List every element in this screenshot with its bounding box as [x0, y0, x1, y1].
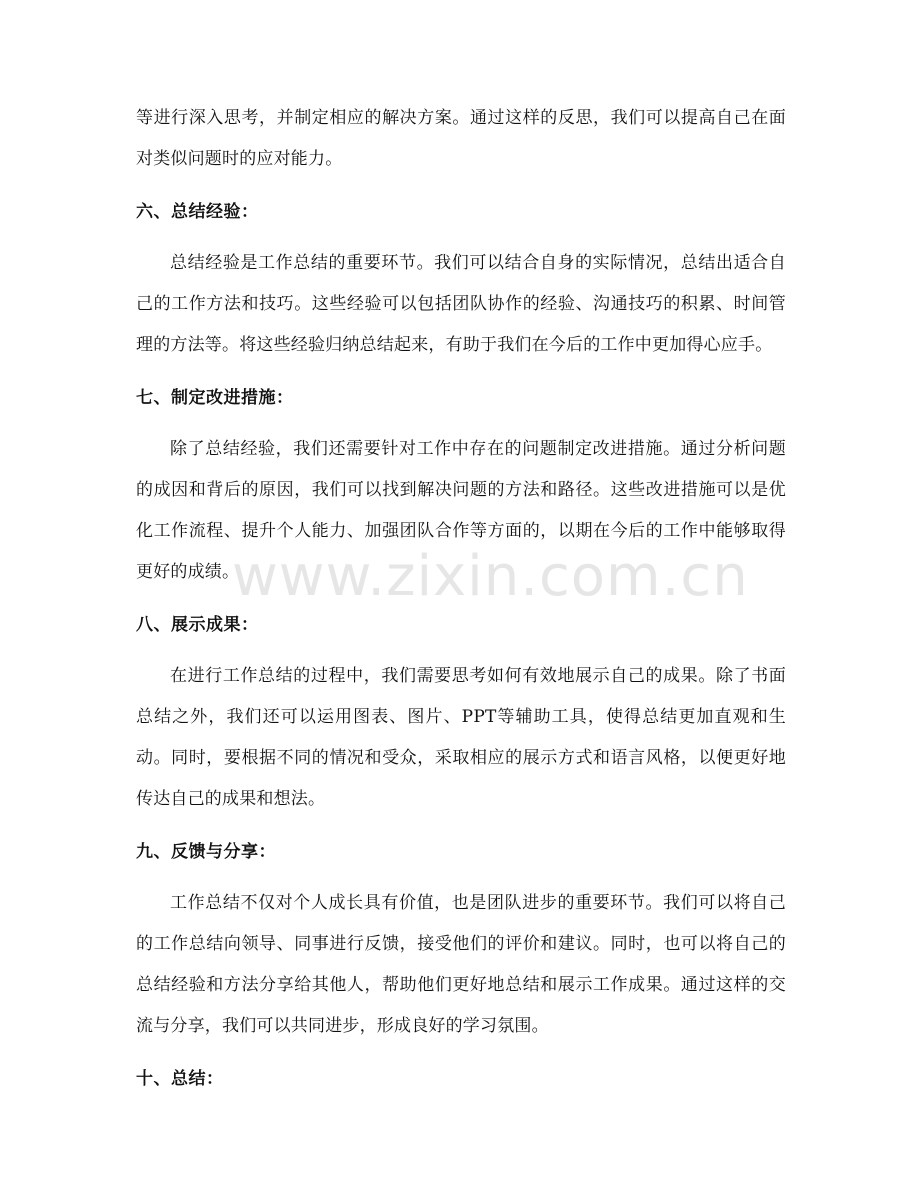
section-paragraph-9: 工作总结不仅对个人成长具有价值，也是团队进步的重要环节。我们可以将自己的工作总结向领导、同事进行反馈，接受他们的评价和建议。同时，也可以将自己的总结经验和方法分享给其他人，帮助他们更好地总结和展示工作成果。通过这样的交流与分享，我们可以共同进步，形成良好的学习氛围。: [136, 893, 786, 1036]
section-paragraph-6: 总结经验是工作总结的重要环节。我们可以结合自身的实际情况，总结出适合自己的工作方法和技巧。这些经验可以包括团队协作的经验、沟通技巧的积累、时间管理的方法等。将这些经验归纳总结起来，有助于我们在今后的工作中更加得心应手。: [136, 253, 786, 355]
section-heading-9: 九、反馈与分享：: [136, 842, 276, 862]
section-heading-8: 八、展示成果：: [136, 615, 259, 635]
section-heading-7: 七、制定改进措施：: [136, 388, 294, 408]
section-heading-6: 六、总结经验：: [136, 202, 259, 222]
intro-paragraph: 等进行深入思考，并制定相应的解决方案。通过这样的反思，我们可以提高自己在面对类似问题时的应对能力。: [136, 108, 786, 169]
section-heading-10: 十、总结：: [136, 1069, 224, 1089]
section-paragraph-8: 在进行工作总结的过程中，我们需要思考如何有效地展示自己的成果。除了书面总结之外，我们还可以运用图表、图片、PPT等辅助工具，使得总结更加直观和生动。同时，要根据不同的情况和受众，采取相应的展示方式和语言风格，以便更好地传达自己的成果和想法。: [136, 666, 786, 809]
watermark-text: www.zixin.com.cn: [232, 544, 749, 609]
document-body: [136, 98, 786, 1100]
section-paragraph-7: 除了总结经验，我们还需要针对工作中存在的问题制定改进措施。通过分析问题的成因和背后的原因，我们可以找到解决问题的方法和路径。这些改进措施可以是优化工作流程、提升个人能力、加强团队合作等方面的，以期在今后的工作中能够取得更好的成绩。: [136, 439, 786, 582]
